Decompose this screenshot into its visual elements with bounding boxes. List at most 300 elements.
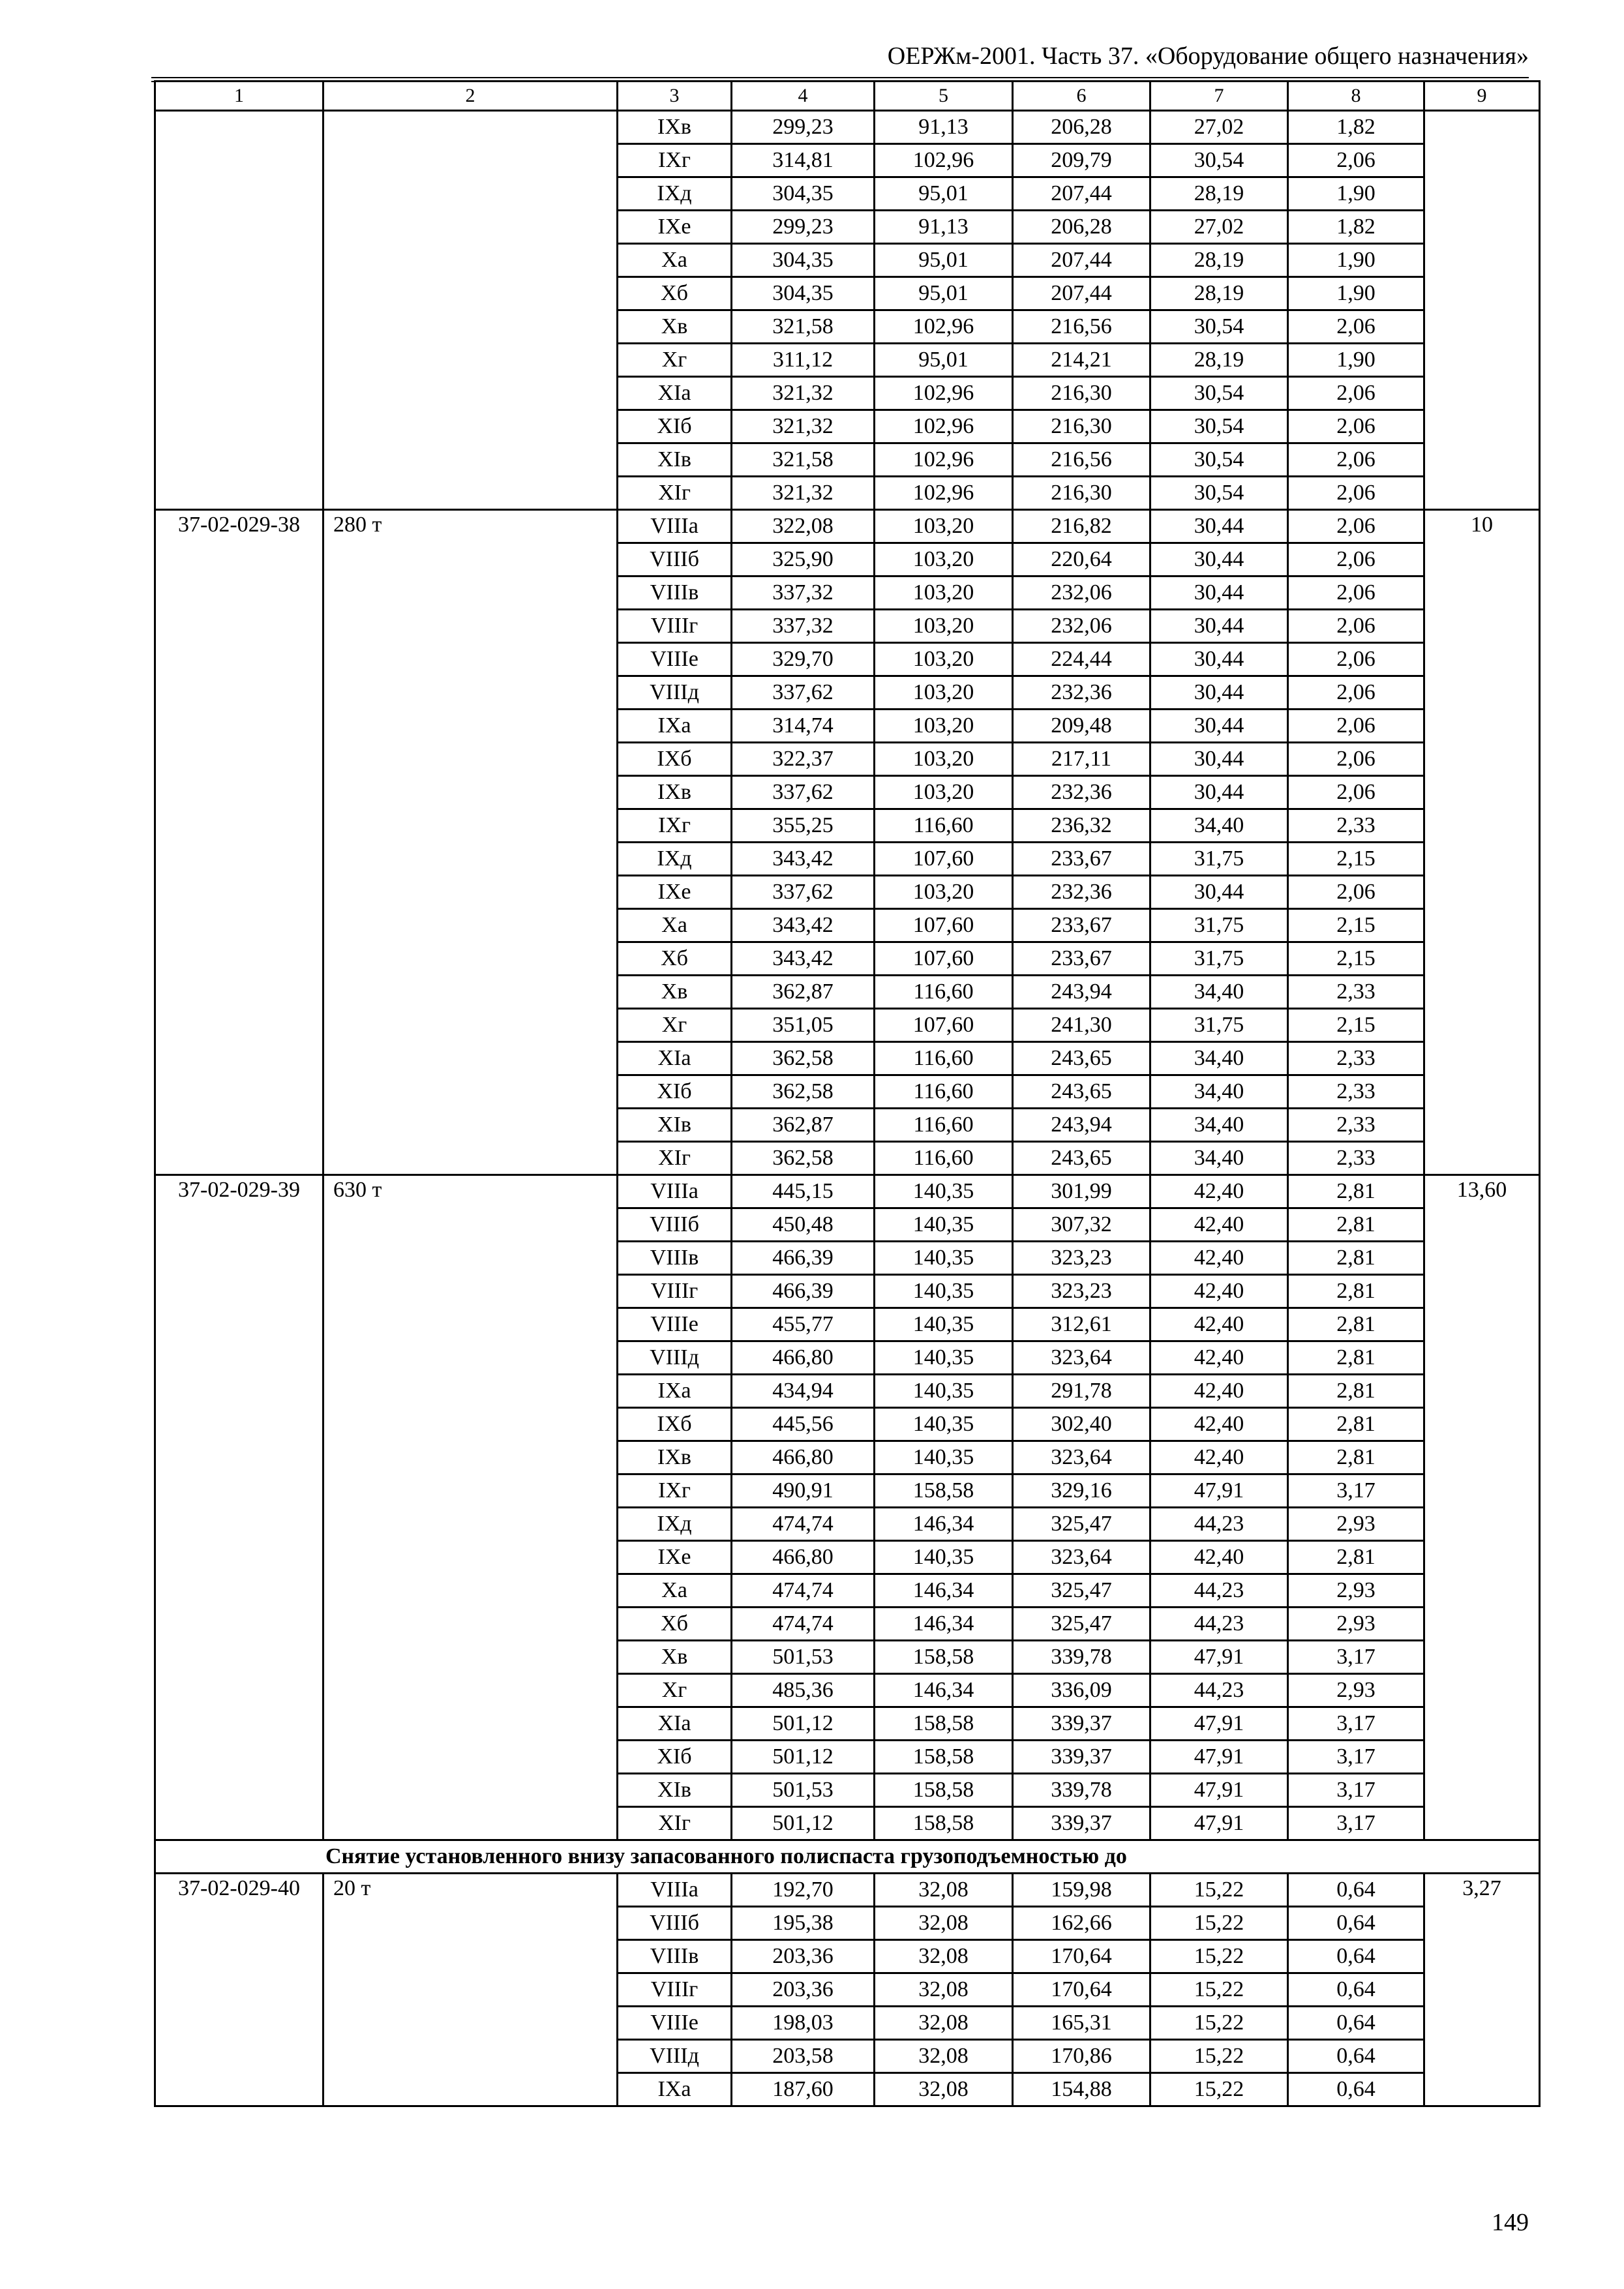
value-cell: 325,47 — [1013, 1608, 1150, 1641]
value-cell: 2,81 — [1288, 1175, 1424, 1208]
value-cell: 243,94 — [1013, 976, 1150, 1009]
value-cell: 304,35 — [732, 277, 875, 310]
value-cell: 34,40 — [1150, 809, 1288, 843]
value-cell: 103,20 — [875, 643, 1013, 676]
zone-cell: IXв — [618, 111, 732, 144]
value-cell: 329,70 — [732, 643, 875, 676]
value-cell: 107,60 — [875, 942, 1013, 976]
value-cell: 501,53 — [732, 1641, 875, 1674]
value-cell: 2,06 — [1288, 876, 1424, 909]
column-number-cell: 7 — [1150, 82, 1288, 111]
zone-cell: VIIIа — [618, 1874, 732, 1907]
value-cell: 47,91 — [1150, 1707, 1288, 1741]
norm-cell — [1424, 111, 1540, 510]
value-cell: 233,67 — [1013, 909, 1150, 942]
value-cell: 307,32 — [1013, 1208, 1150, 1242]
value-cell: 140,35 — [875, 1341, 1013, 1375]
name-cell: 20 т — [323, 1874, 618, 2106]
value-cell: 314,81 — [732, 144, 875, 177]
column-number-cell: 5 — [875, 82, 1013, 111]
zone-cell: VIIIб — [618, 1208, 732, 1242]
zone-cell: VIIIе — [618, 643, 732, 676]
zone-cell: Xг — [618, 1674, 732, 1707]
value-cell: 1,82 — [1288, 211, 1424, 244]
value-cell: 162,66 — [1013, 1907, 1150, 1940]
value-cell: 195,38 — [732, 1907, 875, 1940]
value-cell: 291,78 — [1013, 1375, 1150, 1408]
value-cell: 362,58 — [732, 1142, 875, 1175]
value-cell: 207,44 — [1013, 244, 1150, 277]
value-cell: 102,96 — [875, 410, 1013, 443]
value-cell: 158,58 — [875, 1641, 1013, 1674]
value-cell: 30,44 — [1150, 743, 1288, 776]
value-cell: 42,40 — [1150, 1242, 1288, 1275]
value-cell: 42,40 — [1150, 1275, 1288, 1308]
value-cell: 3,17 — [1288, 1741, 1424, 1774]
value-cell: 337,62 — [732, 776, 875, 809]
zone-cell: XIг — [618, 1807, 732, 1840]
value-cell: 34,40 — [1150, 1109, 1288, 1142]
value-cell: 158,58 — [875, 1741, 1013, 1774]
value-cell: 301,99 — [1013, 1175, 1150, 1208]
value-cell: 232,06 — [1013, 576, 1150, 610]
value-cell: 321,32 — [732, 477, 875, 510]
value-cell: 107,60 — [875, 843, 1013, 876]
value-cell: 337,32 — [732, 610, 875, 643]
table-row — [155, 111, 1540, 144]
value-cell: 216,56 — [1013, 310, 1150, 344]
value-cell: 31,75 — [1150, 843, 1288, 876]
name-cell — [323, 111, 618, 510]
value-cell: 116,60 — [875, 1109, 1013, 1142]
value-cell: 2,15 — [1288, 909, 1424, 942]
zone-cell: VIIIе — [618, 2007, 732, 2040]
value-cell: 2,06 — [1288, 310, 1424, 344]
value-cell: 243,65 — [1013, 1075, 1150, 1109]
value-cell: 206,28 — [1013, 211, 1150, 244]
zone-cell: IXе — [618, 876, 732, 909]
value-cell: 2,93 — [1288, 1608, 1424, 1641]
value-cell: 2,06 — [1288, 576, 1424, 610]
value-cell: 325,90 — [732, 543, 875, 576]
value-cell: 15,22 — [1150, 2073, 1288, 2106]
zone-cell: VIIIг — [618, 1275, 732, 1308]
value-cell: 102,96 — [875, 377, 1013, 410]
value-cell: 343,42 — [732, 909, 875, 942]
value-cell: 2,81 — [1288, 1308, 1424, 1341]
value-cell: 207,44 — [1013, 277, 1150, 310]
value-cell: 216,56 — [1013, 443, 1150, 477]
value-cell: 2,33 — [1288, 1142, 1424, 1175]
value-cell: 42,40 — [1150, 1541, 1288, 1574]
value-cell: 343,42 — [732, 942, 875, 976]
value-cell: 2,06 — [1288, 710, 1424, 743]
name-cell: 630 т — [323, 1175, 618, 1840]
zone-cell: IXв — [618, 776, 732, 809]
zone-cell: VIIIб — [618, 1907, 732, 1940]
value-cell: 2,81 — [1288, 1275, 1424, 1308]
value-cell: 44,23 — [1150, 1508, 1288, 1541]
value-cell: 47,91 — [1150, 1474, 1288, 1508]
value-cell: 243,65 — [1013, 1042, 1150, 1075]
value-cell: 1,82 — [1288, 111, 1424, 144]
value-cell: 158,58 — [875, 1774, 1013, 1807]
zone-cell: Xа — [618, 244, 732, 277]
value-cell: 30,44 — [1150, 710, 1288, 743]
value-cell: 325,47 — [1013, 1508, 1150, 1541]
value-cell: 32,08 — [875, 1874, 1013, 1907]
zone-cell: Xв — [618, 310, 732, 344]
zone-cell: XIв — [618, 1109, 732, 1142]
column-number-cell: 2 — [323, 82, 618, 111]
value-cell: 116,60 — [875, 1142, 1013, 1175]
zone-cell: Xб — [618, 277, 732, 310]
value-cell: 501,12 — [732, 1807, 875, 1840]
value-cell: 28,19 — [1150, 244, 1288, 277]
column-number-row — [155, 82, 1540, 111]
value-cell: 30,44 — [1150, 676, 1288, 710]
value-cell: 321,58 — [732, 310, 875, 344]
value-cell: 304,35 — [732, 177, 875, 211]
value-cell: 311,12 — [732, 344, 875, 377]
value-cell: 140,35 — [875, 1408, 1013, 1441]
value-cell: 154,88 — [1013, 2073, 1150, 2106]
value-cell: 170,64 — [1013, 1973, 1150, 2007]
value-cell: 299,23 — [732, 211, 875, 244]
zone-cell: VIIIв — [618, 1242, 732, 1275]
value-cell: 2,33 — [1288, 976, 1424, 1009]
code-cell: 37-02-029-38 — [155, 510, 323, 1175]
value-cell: 30,44 — [1150, 643, 1288, 676]
value-cell: 15,22 — [1150, 1973, 1288, 2007]
value-cell: 2,06 — [1288, 543, 1424, 576]
value-cell: 32,08 — [875, 2007, 1013, 2040]
value-cell: 0,64 — [1288, 2007, 1424, 2040]
value-cell: 170,86 — [1013, 2040, 1150, 2073]
value-cell: 323,23 — [1013, 1275, 1150, 1308]
zone-cell: IXв — [618, 1441, 732, 1474]
value-cell: 329,16 — [1013, 1474, 1150, 1508]
zone-cell: IXг — [618, 1474, 732, 1508]
value-cell: 466,80 — [732, 1441, 875, 1474]
value-cell: 192,70 — [732, 1874, 875, 1907]
value-cell: 232,36 — [1013, 676, 1150, 710]
value-cell: 158,58 — [875, 1707, 1013, 1741]
value-cell: 203,36 — [732, 1940, 875, 1973]
value-cell: 31,75 — [1150, 1009, 1288, 1042]
value-cell: 2,06 — [1288, 743, 1424, 776]
zone-cell: Xб — [618, 942, 732, 976]
value-cell: 107,60 — [875, 1009, 1013, 1042]
zone-cell: VIIIв — [618, 576, 732, 610]
zone-cell: IXг — [618, 144, 732, 177]
value-cell: 0,64 — [1288, 1973, 1424, 2007]
value-cell: 140,35 — [875, 1308, 1013, 1341]
zone-cell: IXб — [618, 743, 732, 776]
value-cell: 42,40 — [1150, 1375, 1288, 1408]
value-cell: 30,54 — [1150, 377, 1288, 410]
value-cell: 116,60 — [875, 1075, 1013, 1109]
value-cell: 339,78 — [1013, 1641, 1150, 1674]
value-cell: 362,87 — [732, 976, 875, 1009]
column-number-cell: 1 — [155, 82, 323, 111]
value-cell: 241,30 — [1013, 1009, 1150, 1042]
value-cell: 3,17 — [1288, 1641, 1424, 1674]
zone-cell: Xг — [618, 1009, 732, 1042]
document-title: ОЕРЖм-2001. Часть 37. «Оборудование общего назначения» — [887, 42, 1529, 70]
value-cell: 28,19 — [1150, 344, 1288, 377]
table-row — [155, 510, 1540, 543]
norm-cell: 3,27 — [1424, 1874, 1540, 2106]
value-cell: 216,30 — [1013, 410, 1150, 443]
value-cell: 102,96 — [875, 443, 1013, 477]
value-cell: 243,65 — [1013, 1142, 1150, 1175]
page-header — [151, 38, 1529, 78]
value-cell: 224,44 — [1013, 643, 1150, 676]
value-cell: 34,40 — [1150, 976, 1288, 1009]
zone-cell: VIIIа — [618, 510, 732, 543]
value-cell: 243,94 — [1013, 1109, 1150, 1142]
rates-table-body — [155, 82, 1540, 2106]
value-cell: 15,22 — [1150, 1940, 1288, 1973]
zone-cell: IXа — [618, 2073, 732, 2106]
value-cell: 103,20 — [875, 876, 1013, 909]
value-cell: 0,64 — [1288, 2073, 1424, 2106]
value-cell: 34,40 — [1150, 1042, 1288, 1075]
column-number-cell: 3 — [618, 82, 732, 111]
zone-cell: VIIIд — [618, 676, 732, 710]
section-heading: Снятие установленного внизу запасованного полиспаста грузоподъемностью до — [155, 1840, 1540, 1874]
value-cell: 42,40 — [1150, 1208, 1288, 1242]
code-cell — [155, 111, 323, 510]
value-cell: 2,93 — [1288, 1574, 1424, 1608]
value-cell: 30,54 — [1150, 443, 1288, 477]
zone-cell: XIа — [618, 1042, 732, 1075]
value-cell: 27,02 — [1150, 211, 1288, 244]
zone-cell: Xв — [618, 976, 732, 1009]
value-cell: 30,54 — [1150, 410, 1288, 443]
value-cell: 2,06 — [1288, 443, 1424, 477]
value-cell: 140,35 — [875, 1375, 1013, 1408]
value-cell: 34,40 — [1150, 1075, 1288, 1109]
value-cell: 216,30 — [1013, 477, 1150, 510]
value-cell: 44,23 — [1150, 1574, 1288, 1608]
value-cell: 95,01 — [875, 177, 1013, 211]
zone-cell: XIа — [618, 1707, 732, 1741]
norm-cell: 13,60 — [1424, 1175, 1540, 1840]
value-cell: 321,32 — [732, 377, 875, 410]
value-cell: 30,44 — [1150, 610, 1288, 643]
value-cell: 2,06 — [1288, 776, 1424, 809]
value-cell: 206,28 — [1013, 111, 1150, 144]
value-cell: 103,20 — [875, 610, 1013, 643]
zone-cell: VIIIд — [618, 1341, 732, 1375]
value-cell: 32,08 — [875, 2073, 1013, 2106]
value-cell: 3,17 — [1288, 1774, 1424, 1807]
value-cell: 2,06 — [1288, 410, 1424, 443]
value-cell: 2,15 — [1288, 942, 1424, 976]
zone-cell: Xб — [618, 1608, 732, 1641]
value-cell: 343,42 — [732, 843, 875, 876]
value-cell: 214,21 — [1013, 344, 1150, 377]
zone-cell: XIв — [618, 443, 732, 477]
value-cell: 501,53 — [732, 1774, 875, 1807]
value-cell: 44,23 — [1150, 1674, 1288, 1707]
value-cell: 322,08 — [732, 510, 875, 543]
value-cell: 32,08 — [875, 1940, 1013, 1973]
value-cell: 2,81 — [1288, 1341, 1424, 1375]
value-cell: 466,80 — [732, 1341, 875, 1375]
value-cell: 321,58 — [732, 443, 875, 477]
zone-cell: IXе — [618, 1541, 732, 1574]
value-cell: 232,36 — [1013, 876, 1150, 909]
value-cell: 27,02 — [1150, 111, 1288, 144]
zone-cell: VIIIг — [618, 1973, 732, 2007]
value-cell: 2,33 — [1288, 1075, 1424, 1109]
value-cell: 2,15 — [1288, 843, 1424, 876]
value-cell: 103,20 — [875, 776, 1013, 809]
value-cell: 15,22 — [1150, 2040, 1288, 2073]
zone-cell: XIг — [618, 1142, 732, 1175]
value-cell: 15,22 — [1150, 1874, 1288, 1907]
value-cell: 233,67 — [1013, 942, 1150, 976]
value-cell: 32,08 — [875, 1973, 1013, 2007]
value-cell: 30,44 — [1150, 876, 1288, 909]
value-cell: 323,64 — [1013, 1541, 1150, 1574]
value-cell: 146,34 — [875, 1608, 1013, 1641]
value-cell: 34,40 — [1150, 1142, 1288, 1175]
code-cell: 37-02-029-40 — [155, 1874, 323, 2106]
value-cell: 140,35 — [875, 1541, 1013, 1574]
value-cell: 102,96 — [875, 144, 1013, 177]
zone-cell: IXг — [618, 809, 732, 843]
value-cell: 339,37 — [1013, 1807, 1150, 1840]
value-cell: 1,90 — [1288, 344, 1424, 377]
value-cell: 2,33 — [1288, 1109, 1424, 1142]
zone-cell: IXд — [618, 177, 732, 211]
value-cell: 2,06 — [1288, 676, 1424, 710]
page-number: 149 — [1492, 2209, 1529, 2236]
value-cell: 3,17 — [1288, 1807, 1424, 1840]
value-cell: 466,80 — [732, 1541, 875, 1574]
value-cell: 321,32 — [732, 410, 875, 443]
value-cell: 336,09 — [1013, 1674, 1150, 1707]
zone-cell: IXб — [618, 1408, 732, 1441]
value-cell: 30,44 — [1150, 776, 1288, 809]
norm-cell: 10 — [1424, 510, 1540, 1175]
value-cell: 30,54 — [1150, 144, 1288, 177]
table-row — [155, 1175, 1540, 1208]
value-cell: 339,37 — [1013, 1707, 1150, 1741]
zone-cell: Xг — [618, 344, 732, 377]
value-cell: 165,31 — [1013, 2007, 1150, 2040]
value-cell: 337,32 — [732, 576, 875, 610]
value-cell: 501,12 — [732, 1707, 875, 1741]
zone-cell: VIIIв — [618, 1940, 732, 1973]
value-cell: 42,40 — [1150, 1441, 1288, 1474]
value-cell: 30,54 — [1150, 310, 1288, 344]
zone-cell: Xв — [618, 1641, 732, 1674]
value-cell: 362,87 — [732, 1109, 875, 1142]
value-cell: 140,35 — [875, 1441, 1013, 1474]
value-cell: 233,67 — [1013, 843, 1150, 876]
zone-cell: XIв — [618, 1774, 732, 1807]
zone-cell: VIIIа — [618, 1175, 732, 1208]
value-cell: 198,03 — [732, 2007, 875, 2040]
value-cell: 299,23 — [732, 111, 875, 144]
value-cell: 146,34 — [875, 1508, 1013, 1541]
zone-cell: IXд — [618, 1508, 732, 1541]
value-cell: 312,61 — [1013, 1308, 1150, 1341]
zone-cell: IXд — [618, 843, 732, 876]
value-cell: 2,81 — [1288, 1408, 1424, 1441]
value-cell: 42,40 — [1150, 1341, 1288, 1375]
value-cell: 95,01 — [875, 277, 1013, 310]
value-cell: 474,74 — [732, 1608, 875, 1641]
zone-cell: IXе — [618, 211, 732, 244]
value-cell: 362,58 — [732, 1075, 875, 1109]
value-cell: 455,77 — [732, 1308, 875, 1341]
value-cell: 434,94 — [732, 1375, 875, 1408]
value-cell: 325,47 — [1013, 1574, 1150, 1608]
value-cell: 30,44 — [1150, 576, 1288, 610]
value-cell: 91,13 — [875, 111, 1013, 144]
value-cell: 30,44 — [1150, 510, 1288, 543]
value-cell: 355,25 — [732, 809, 875, 843]
value-cell: 140,35 — [875, 1175, 1013, 1208]
value-cell: 220,64 — [1013, 543, 1150, 576]
value-cell: 474,74 — [732, 1574, 875, 1608]
value-cell: 140,35 — [875, 1275, 1013, 1308]
value-cell: 159,98 — [1013, 1874, 1150, 1907]
value-cell: 91,13 — [875, 211, 1013, 244]
value-cell: 31,75 — [1150, 909, 1288, 942]
value-cell: 337,62 — [732, 676, 875, 710]
value-cell: 339,78 — [1013, 1774, 1150, 1807]
value-cell: 3,17 — [1288, 1474, 1424, 1508]
value-cell: 103,20 — [875, 743, 1013, 776]
value-cell: 2,06 — [1288, 377, 1424, 410]
value-cell: 216,30 — [1013, 377, 1150, 410]
value-cell: 2,06 — [1288, 477, 1424, 510]
value-cell: 28,19 — [1150, 177, 1288, 211]
value-cell: 3,17 — [1288, 1707, 1424, 1741]
value-cell: 337,62 — [732, 876, 875, 909]
zone-cell: XIб — [618, 1741, 732, 1774]
value-cell: 32,08 — [875, 2040, 1013, 2073]
zone-cell: IXа — [618, 1375, 732, 1408]
value-cell: 304,35 — [732, 244, 875, 277]
zone-cell: VIIIе — [618, 1308, 732, 1341]
value-cell: 42,40 — [1150, 1175, 1288, 1208]
value-cell: 203,58 — [732, 2040, 875, 2073]
value-cell: 1,90 — [1288, 177, 1424, 211]
value-cell: 107,60 — [875, 909, 1013, 942]
value-cell: 314,74 — [732, 710, 875, 743]
value-cell: 466,39 — [732, 1275, 875, 1308]
value-cell: 2,81 — [1288, 1208, 1424, 1242]
value-cell: 42,40 — [1150, 1408, 1288, 1441]
zone-cell: Xа — [618, 909, 732, 942]
value-cell: 102,96 — [875, 477, 1013, 510]
value-cell: 47,91 — [1150, 1641, 1288, 1674]
value-cell: 2,06 — [1288, 610, 1424, 643]
value-cell: 2,33 — [1288, 1042, 1424, 1075]
value-cell: 95,01 — [875, 344, 1013, 377]
code-cell: 37-02-029-39 — [155, 1175, 323, 1840]
value-cell: 140,35 — [875, 1208, 1013, 1242]
value-cell: 187,60 — [732, 2073, 875, 2106]
